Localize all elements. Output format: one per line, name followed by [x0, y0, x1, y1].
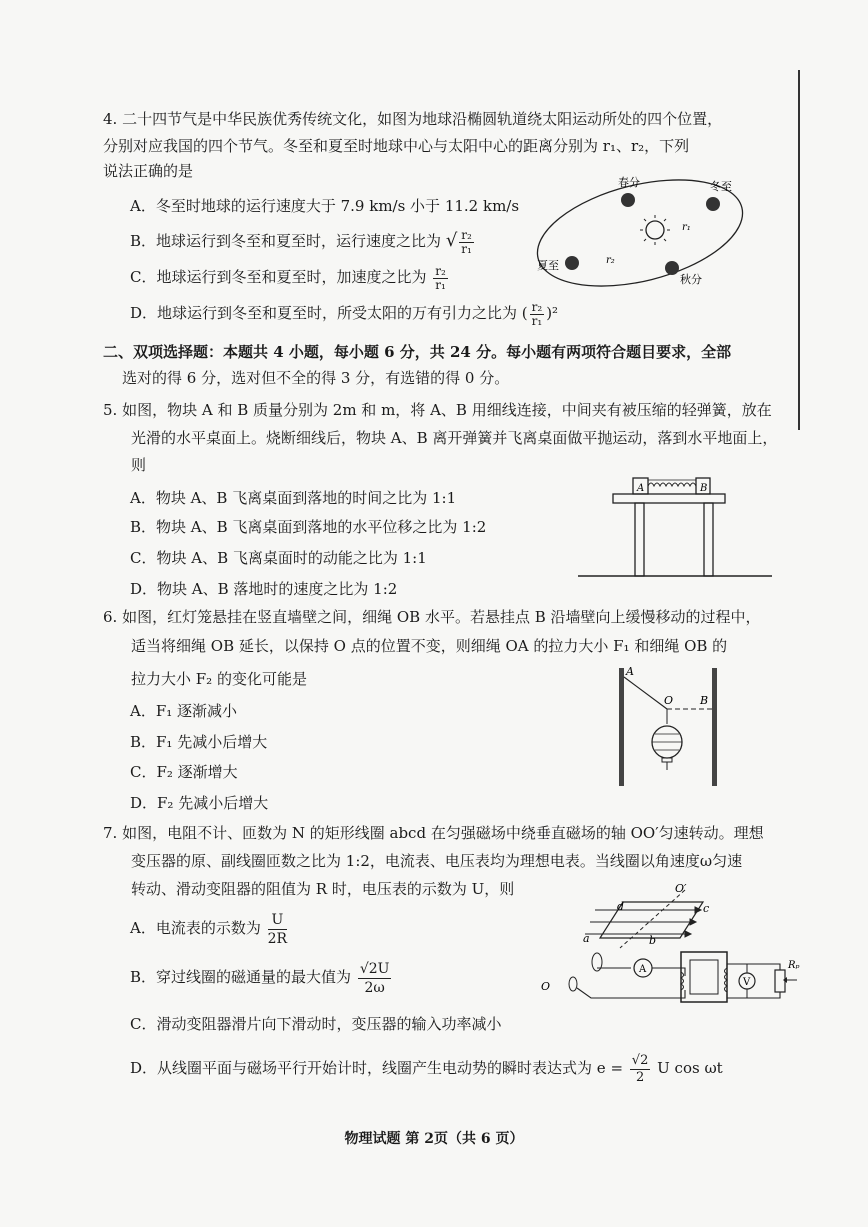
q5-option-d: D．物块 A、B 落地时的速度之比为 1:2	[130, 580, 398, 598]
q7-option-a	[130, 908, 289, 948]
label-o: O	[541, 980, 551, 993]
label-a: A	[626, 665, 634, 678]
q4-option-c	[130, 264, 450, 292]
q6-lantern-figure	[610, 662, 730, 788]
label-r1: r₁	[682, 222, 691, 233]
q7-stem-line2: 变压器的原、副线圈匝数之比为 1:2，电流表、电压表均为理想电表。当线圈以角速度ω匀速	[131, 852, 743, 870]
q4-stem-line2: 分别对应我国的四个节气。冬至和夏至时地球中心与太阳中心的距离分别为 r₁、r₂，下列	[103, 137, 690, 155]
label-op: O′	[675, 882, 687, 895]
section2-line1: 二、双项选择题：本题共 4 小题，每小题 6 分，共 24 分。每小题有两项符合题目要求，全部	[103, 343, 732, 361]
q4-option-b-fraction: $\frac{\text{r₂}}{\text{r₁}}$	[461, 227, 472, 256]
earth-spring-icon	[621, 193, 635, 207]
label-qiufen: 秋分	[680, 273, 702, 286]
q7-option-a-text: A．电流表的示数为	[130, 919, 261, 937]
q4-stem-line1: 4. 二十四节气是中华民族优秀传统文化，如图为地球沿椭圆轨道绕太阳运动所处的四个位置，	[103, 110, 723, 128]
q7-stem-line1: 7. 如图，电阻不计、匝数为 N 的矩形线圈 abcd 在匀强磁场中绕垂直磁场的轴 OO′匀速转动。理想	[103, 824, 764, 842]
q7-option-d-fraction: $\frac{√2}{2}$	[631, 1052, 649, 1085]
q5-option-c: C．物块 A、B 飞离桌面时的动能之比为 1:1	[130, 549, 427, 567]
q4-option-b: B．地球运行到冬至和夏至时，运行速度之比为 √ $\frac{\text{r₂}}{\text{r₁}}$	[130, 227, 472, 256]
table-leg-left	[635, 503, 644, 576]
q7-option-d-text: D．从线圈平面与磁场平行开始计时，线圈产生电动势的瞬时表达式为 e =	[130, 1059, 624, 1077]
spring-icon	[648, 483, 696, 486]
q7-option-b-fraction: $\frac{√2U}{2\omega}$	[359, 960, 390, 996]
q6-stem-line2: 适当将细绳 OB 延长，以保持 O 点的位置不变，则细绳 OA 的拉力大小 F₁ 和细绳 OB 的	[131, 637, 728, 655]
label-chunfen: 春分	[618, 176, 640, 189]
q5-stem-line1: 5. 如图，物块 A 和 B 质量分别为 2m 和 m，将 A、B 用细线连接，中间夹有被压缩的轻弹簧，放在	[103, 401, 772, 419]
table-leg-right	[704, 503, 713, 576]
label-block-a: A	[637, 483, 645, 494]
q7-generator-figure	[535, 880, 810, 1005]
q5-option-a: A．物块 A、B 飞离桌面到落地的时间之比为 1:1	[130, 489, 457, 507]
q6-option-c: C．F₂ 逐渐增大	[130, 763, 238, 781]
q7-option-c: C．滑动变阻器滑片向下滑动时，变压器的输入功率减小	[130, 1015, 502, 1033]
wall-right	[712, 668, 717, 786]
label-a: a	[583, 932, 590, 945]
label-xiazhi: 夏至	[537, 259, 559, 272]
q4-orbit-figure	[520, 170, 750, 295]
label-b: b	[649, 934, 657, 947]
q6-stem-line3: 拉力大小 F₂ 的变化可能是	[131, 670, 307, 688]
earth-winter-icon	[706, 197, 720, 211]
q4-option-a: A．冬至时地球的运行速度大于 7.9 km/s 小于 11.2 km/s	[130, 197, 520, 215]
page-footer: 物理试题 第 2页（共 6 页）	[344, 1131, 524, 1147]
rope-oa	[624, 677, 667, 709]
table-top	[613, 494, 725, 503]
label-block-b: B	[700, 483, 708, 494]
q4-option-c-fraction: $\frac{\text{r₂}}{\text{r₁}}$	[435, 263, 446, 292]
label-rp: Rₚ	[788, 960, 800, 971]
label-dongzhi: 冬至	[710, 180, 732, 193]
q6-option-b: B．F₁ 先减小后增大	[130, 733, 268, 751]
sun-rays-icon	[640, 215, 670, 245]
section2-line2: 选对的得 6 分，选对但不全的得 3 分，有选错的得 0 分。	[122, 369, 510, 387]
q7-option-a-fraction: $\frac{U}{2R}$	[267, 911, 288, 947]
page-edge-line	[798, 70, 800, 430]
q5-stem-line2: 光滑的水平桌面上。烧断细线后，物块 A、B 离开弹簧并飞离桌面做平抛运动，落到水平地面上，	[131, 429, 778, 447]
wall-left	[619, 668, 624, 786]
q5-stem-line3: 则	[131, 456, 147, 474]
q7-option-b-text: B．穿过线圈的磁通量的最大值为	[130, 968, 352, 986]
voltmeter-label: V	[743, 977, 751, 988]
label-d: d	[617, 900, 625, 913]
q4-stem-line3: 说法正确的是	[103, 162, 194, 180]
label-r2: r₂	[606, 255, 615, 266]
label-b: B	[700, 694, 709, 707]
rheostat-icon	[775, 970, 785, 992]
ammeter-label: A	[639, 964, 647, 975]
earth-autumn-icon	[665, 261, 679, 275]
earth-summer-icon	[565, 256, 579, 270]
q6-option-d: D．F₂ 先减小后增大	[130, 794, 269, 812]
q4-option-d: D．地球运行到冬至和夏至时，所受太阳的万有引力之比为 ( $\frac{\text{r₂}}{\text{r₁}}$ )²	[130, 299, 559, 328]
q7-option-b	[130, 955, 393, 999]
sun-icon	[646, 221, 664, 239]
q4-option-b-text: B．地球运行到冬至和夏至时，运行速度之比为	[130, 232, 442, 250]
label-o: O	[664, 694, 674, 707]
q5-table-figure	[576, 470, 776, 580]
slip-ring-2	[569, 977, 577, 991]
q4-option-d-text: D．地球运行到冬至和夏至时，所受太阳的万有引力之比为	[130, 304, 518, 322]
q6-stem-line1: 6. 如图，红灯笼悬挂在竖直墙壁之间，细绳 OB 水平。若悬挂点 B 沿墙壁向上缓慢移动的过程中，	[103, 608, 761, 626]
label-c: c	[703, 902, 710, 915]
q4-option-d-fraction: $\frac{\text{r₂}}{\text{r₁}}$	[531, 299, 543, 328]
q5-option-b: B．物块 A、B 飞离桌面到落地的水平位移之比为 1:2	[130, 518, 487, 536]
q7-option-d	[130, 1046, 723, 1090]
q6-option-a: A．F₁ 逐渐减小	[130, 702, 238, 720]
q7-option-d-tail: U cos ωt	[657, 1059, 723, 1077]
q4-option-c-text: C．地球运行到冬至和夏至时，加速度之比为	[130, 268, 427, 286]
q7-stem-line3: 转动、滑动变阻器的阻值为 R 时，电压表的示数为 U，则	[131, 880, 515, 898]
